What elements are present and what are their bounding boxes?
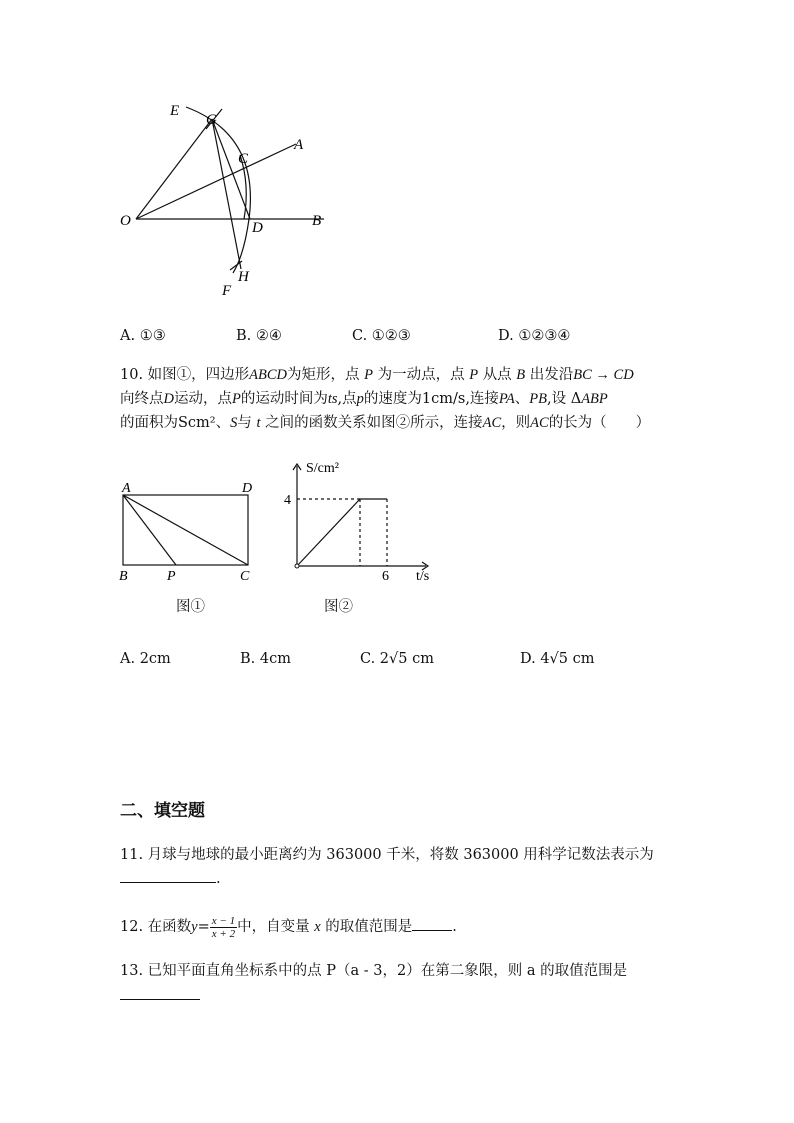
q10-line-3: 的面积为Scm²、S与 t 之间的函数关系如图②所示，连接AC，则AC的长为（ ） bbox=[120, 415, 651, 431]
q11-blank[interactable] bbox=[120, 868, 216, 883]
fig2-y-label: S/cm² bbox=[306, 461, 339, 476]
angle-bisector-figure bbox=[110, 95, 340, 300]
q10-option-a: A. 2cm bbox=[120, 651, 171, 667]
q11-text: 11. 月球与地球的最小距离约为 363000 千米，将数 363000 用科学记数法表示为 bbox=[120, 847, 654, 863]
figure-2-caption: 图② bbox=[324, 599, 353, 615]
fig2-tick-4: 4 bbox=[284, 493, 291, 508]
q12-blank[interactable] bbox=[412, 916, 452, 931]
q12-text: 12. 在函数y= $\frac{x - 1}{x + 2}$ 中，自变量 x 的取值范围是 . bbox=[120, 914, 457, 940]
fig1-label-d: D bbox=[242, 481, 253, 496]
fig1-label-c: C bbox=[240, 569, 250, 584]
q10-option-b: B. 4cm bbox=[240, 651, 291, 667]
q9-option-c: C. ①②③ bbox=[352, 328, 411, 344]
segment-ap bbox=[123, 495, 176, 565]
q9-option-b: B. ②④ bbox=[236, 328, 282, 344]
fig2-tick-6: 6 bbox=[382, 569, 389, 584]
label-h: H bbox=[238, 269, 249, 285]
fig1-label-a: A bbox=[122, 481, 131, 496]
q10-line-1: 10. 如图①，四边形ABCD为矩形，点 P 为一动点，点 P 从点 B 出发沿BC → CD bbox=[120, 367, 634, 383]
fig1-label-p: P bbox=[167, 569, 176, 584]
q10-line-2: 向终点D运动，点P的运动时间为ts,点p的速度为1cm/s,连接PA、PB,设 ΔABP bbox=[120, 391, 608, 407]
label-d: D bbox=[252, 220, 263, 236]
label-e: E bbox=[170, 103, 180, 119]
fraction: $\frac{x - 1}{x + 2}$ bbox=[211, 914, 236, 940]
label-g: G bbox=[206, 112, 217, 128]
fig2-x-label: t/s bbox=[416, 569, 430, 584]
q10-option-d: D. 4√5 cm bbox=[520, 651, 595, 667]
q11-answer-line: . bbox=[120, 866, 221, 892]
label-a: A bbox=[294, 137, 304, 153]
fig1-label-b: B bbox=[119, 569, 128, 584]
q13-text: 13. 已知平面直角坐标系中的点 P（a - 3，2）在第二象限，则 a 的取值范围是 bbox=[120, 963, 628, 979]
graph-rise bbox=[297, 499, 360, 566]
label-b: B bbox=[312, 213, 322, 229]
label-c: C bbox=[238, 151, 249, 167]
figure-2-graph bbox=[276, 456, 446, 586]
figure-1-rectangle bbox=[110, 478, 270, 588]
origin-point bbox=[295, 564, 299, 568]
segment-gh bbox=[212, 119, 241, 269]
figure-1-caption: 图① bbox=[176, 599, 205, 615]
q13-blank[interactable] bbox=[120, 999, 200, 1000]
label-f: F bbox=[222, 283, 232, 299]
q10-option-c: C. 2√5 cm bbox=[360, 651, 434, 667]
q9-option-d: D. ①②③④ bbox=[498, 328, 571, 344]
section-title: 二、填空题 bbox=[120, 801, 205, 821]
ray-oa bbox=[136, 144, 296, 219]
label-o: O bbox=[120, 213, 131, 229]
segment-og bbox=[136, 119, 212, 219]
q9-option-a: A. ①③ bbox=[120, 328, 166, 344]
segment-ac bbox=[123, 495, 248, 565]
arc-ef bbox=[186, 107, 250, 273]
